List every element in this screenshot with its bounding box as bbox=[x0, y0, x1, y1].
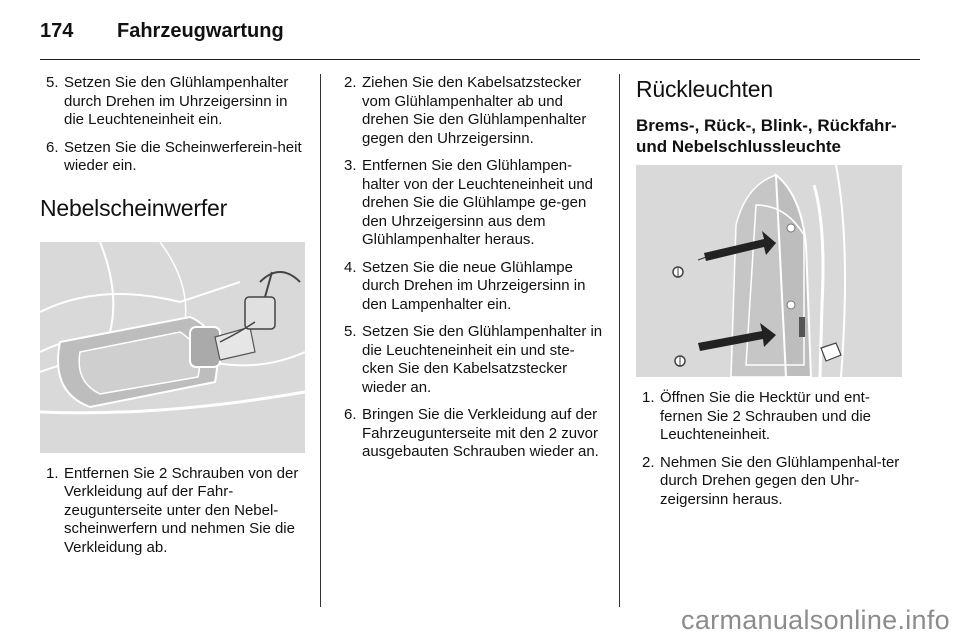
list-item bbox=[636, 389, 902, 445]
list-item bbox=[40, 74, 305, 130]
column-divider-2 bbox=[619, 74, 620, 607]
fog-lamp-drawing bbox=[40, 242, 305, 453]
column-1 bbox=[40, 74, 305, 566]
step-number: 1. bbox=[642, 389, 655, 406]
step-text: Nehmen Sie den Glühlampenhal-ter durch Drehen gegen den Uhr-zeigersinn heraus. bbox=[660, 453, 900, 508]
list-item bbox=[636, 454, 902, 510]
list-item bbox=[40, 139, 305, 176]
step-text: Setzen Sie den Glühlampenhalter in die Leuchteneinheit ein und ste-cken Sie den Kabelsatzstecker wieder an. bbox=[362, 323, 603, 396]
list-item bbox=[40, 465, 305, 558]
step-number: 6. bbox=[344, 406, 357, 423]
step-number: 2. bbox=[642, 453, 655, 471]
step-list bbox=[40, 74, 305, 176]
list-item bbox=[338, 259, 604, 315]
section-title-fog-lamps: Nebelscheinwerfer bbox=[40, 194, 228, 221]
step-text: Bringen Sie die Verkleidung auf der Fahrzeugunterseite mit den 2 zuvor ausgebauten Schrauben wieder an. bbox=[362, 406, 599, 460]
rear-light-illustration bbox=[636, 165, 902, 377]
watermark: carmanualsonline.info bbox=[681, 605, 950, 635]
step-text: Setzen Sie die neue Glühlampe durch Drehen im Uhrzeigersinn in den Lampenhalter ein. bbox=[362, 258, 586, 313]
rear-light-drawing bbox=[636, 165, 902, 377]
step-number: 2. bbox=[344, 74, 357, 91]
section-title-rear-lights: Rückleuchten bbox=[636, 76, 773, 102]
list-item bbox=[338, 157, 604, 250]
step-text: Entfernen Sie 2 Schrauben von der Verkleidung auf der Fahr-zeugunterseite unter den Nebel-scheinwerfern und nehmen Sie die Verkleidung ab. bbox=[64, 464, 299, 556]
column-divider-1 bbox=[320, 74, 321, 607]
chapter-title: Fahrzeugwartung bbox=[117, 20, 284, 42]
step-text: Entfernen Sie den Glühlampen-halter von der Leuchteneinheit und drehen Sie die Glühlampe ge-gen den Uhrzeigersinn aus dem Glühlampenhalter heraus. bbox=[362, 157, 594, 248]
step-text: Setzen Sie den Glühlampenhalter durch Drehen im Uhrzeigersinn in die Leuchteneinheit ein. bbox=[64, 74, 289, 128]
list-item bbox=[338, 406, 604, 462]
page-number: 174 bbox=[40, 20, 74, 42]
step-text: Öffnen Sie die Hecktür und ent-fernen Sie 2 Schrauben und die Leuchteneinheit. bbox=[660, 389, 871, 443]
step-text: Setzen Sie die Scheinwerferein-heit wieder ein. bbox=[64, 138, 302, 174]
step-number: 5. bbox=[344, 323, 357, 340]
sub-title-rear-lamps: Brems-, Rück-, Blink-, Rückfahr- und Nebelschlussleuchte bbox=[636, 116, 897, 156]
step-list bbox=[338, 74, 604, 462]
step-number: 5. bbox=[46, 74, 59, 91]
step-number: 4. bbox=[344, 258, 357, 276]
step-list bbox=[40, 465, 305, 558]
step-list bbox=[636, 389, 902, 509]
step-text: Ziehen Sie den Kabelsatzstecker vom Glühlampenhalter ab und drehen Sie den Glühlampenhalter gegen den Uhrzeigersinn. bbox=[362, 74, 587, 147]
step-number: 3. bbox=[344, 157, 357, 174]
column-2 bbox=[338, 74, 604, 471]
step-number: 1. bbox=[46, 464, 59, 482]
header-rule bbox=[40, 59, 920, 60]
page-header bbox=[40, 20, 920, 46]
list-item bbox=[338, 74, 604, 148]
column-3 bbox=[636, 74, 902, 518]
step-number: 6. bbox=[46, 138, 59, 156]
list-item bbox=[338, 323, 604, 397]
fog-lamp-illustration bbox=[40, 242, 305, 453]
